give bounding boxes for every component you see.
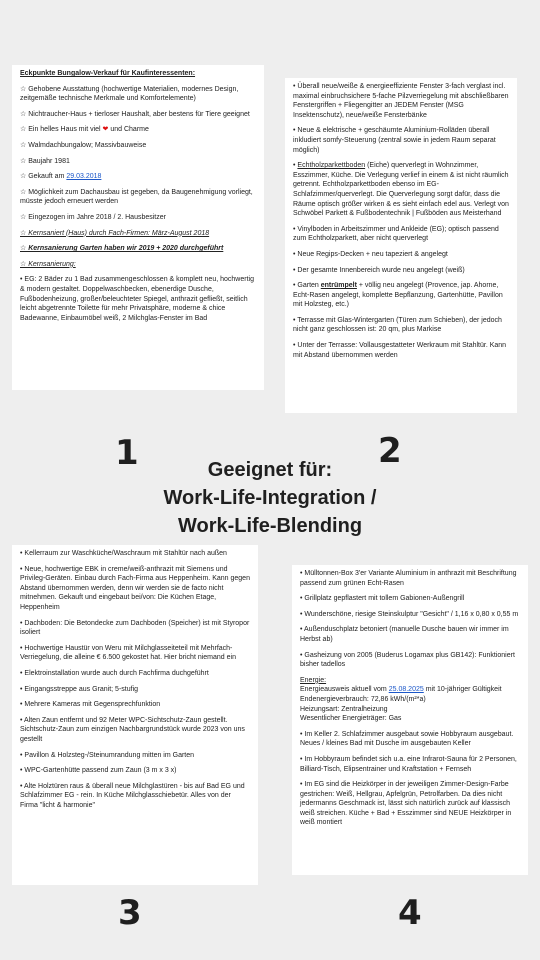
headline [130, 456, 410, 540]
headline-line: Geeignet für: [207, 459, 333, 481]
card3-item: • Eingangsstreppe aus Granit; 5-stufig [20, 685, 139, 693]
card1-item: ☆ Nichtraucher-Haus + tierloser Haushalt, aber bestens für Tiere geeignet [20, 110, 250, 118]
card4-item: • Mülltonnen-Box 3'er Variante Aluminium in anthrazit mit Beschriftung passend zum grünen Echt-Rasen [300, 570, 517, 587]
card4-item: • Wunderschöne, riesige Steinskulptur "Gesicht" / 1,16 x 0,80 x 0,55 m [300, 610, 519, 618]
energy-consumption: Endenergieverbrauch: 72,86 kWh/(m²*a) [300, 695, 426, 703]
headline-line: Work-Life-Integration / [163, 487, 377, 509]
card2-item: • Terrasse mit Glas-Wintergarten (Türen zum Schieben), der jedoch nicht ganz geschlossen ist: 20 qm, plus Markise [293, 316, 502, 334]
card1-item: ☆ Eingezogen im Jahre 2018 / 2. Hausbesitzer [20, 213, 166, 221]
card3-item: • Neue, hochwertige EBK in creme/weiß-anthrazit mit Siemens und Privileg-Geräten. Einbau durch Fach-Firma aus Heppenheim. Kann gegen Abstand übernommen werden, denn wir werden sie de facto nicht mitnehmen. Gekauft und eingebaut bei/von: Die Küchen Etage, Heppenheim [20, 565, 250, 611]
card1-item: ☆ Gehobene Ausstattung (hochwertige Materialien, modernes Design, zeitgemäße technische Merkmale und Komfortelemente) [20, 85, 239, 103]
date-link[interactable]: 29.03.2018 [66, 173, 102, 181]
card3-item: • Alte Holztüren raus & überall neue Milchglastüren - bis auf Bad EG und Schlafzimmer EG - rein. In Küche Milchglasschiebetür. Alles von der Firma "licht & harmonie" [20, 782, 245, 809]
card3-item: • Pavillon & Holzsteg-/Steinumrandung mitten im Garten [20, 751, 195, 759]
card2-text: + völlig neu angelegt (Provence, jap. Ahorne, Echt-Rasen angelegt, komplette Bepflanzung, Gartenhütte, Pavillon mit Holzsteg, etc.) [293, 282, 503, 309]
energy-label: Energie: [300, 676, 327, 684]
card2-bold: entrümpelt [320, 282, 357, 290]
card3-item: • Mehrere Kameras mit Gegensprechfunktion [20, 701, 161, 709]
card3-item: • Kellerraum zur Waschküche/Waschraum mit Stahltür nach außen [20, 550, 227, 557]
heart-icon: ❤ [102, 126, 109, 134]
card2-item: • Neue & elektrische + geschäumte Aluminium-Rolläden überall inkludiert somfy-Steuerung (zentral sowie in jedem Raum separat möglich) [293, 127, 496, 154]
energy-date-link[interactable]: 25.08.2025 [388, 686, 424, 694]
energy-carrier: Wesentlicher Energieträger: Gas [300, 715, 402, 723]
heating-type: Heizungsart: Zentralheizung [300, 705, 388, 713]
card2-item: • Der gesamte Innenbereich wurde neu angelegt (weiß) [293, 266, 465, 274]
card1-item: ☆ Kernsanierung Garten haben wir 2019 + 2020 durchgeführt [20, 245, 224, 253]
info-card-4 [292, 565, 528, 875]
card1-item [20, 125, 256, 135]
energy-text: Energieausweis aktuell vom [300, 686, 389, 694]
card4-item: • Grillplatz gepflastert mit tollem Gabionen-Außengrill [300, 595, 465, 603]
card1-item: ☆ Kernsanierung: [20, 260, 76, 268]
card4-item: • Im EG sind die Heizkörper in der jeweiligen Zimmer-Design-Farbe gestrichen: Weiß, Hellgrau, Apfelgrün, Petrolfarben. Da dies nicht jedermanns Geschmack ist, lässt sich natürlich zurück auf klassisch weiß streichen. Küche + Bad + Esszimmer sind NEUE Heizkörper in weiß montiert [300, 781, 512, 827]
card1-text: ☆ Ein helles Haus mit viel [20, 126, 103, 134]
card2-text: (Eiche) querverlegt in Wohnzimmer, Esszimmer, Küche. Die Verlegung verlief in einem & ist nicht räumlich getrennt. Echtholzparkettboden ebenso im EG-Schlafzimmer/querverlegt. Die Querverlegung sorgt dafür, dass die Räume optisch größer wirken & es sieht einfach edel aus. Verlegt von Schwöbel Parkett & Fußbodentechnik | Fußböden aus Meisterhand [293, 162, 509, 218]
card2-text: • Garten [293, 282, 321, 290]
card1-item: ☆ Möglichkeit zum Dachausbau ist gegeben, da Baugenehmigung vorliegt, müsste jedoch erneuert werden [20, 188, 253, 206]
card4-item: • Im Keller 2. Schlafzimmer ausgebaut sowie Hobbyraum ausgebaut. Neues / kleines Bad mit Dusche im ausgebauten Keller [300, 730, 514, 748]
page-number-3: 3 [118, 893, 142, 933]
page-number-4: 4 [398, 893, 422, 933]
card1-text: ☆ Gekauft am [20, 173, 67, 181]
card3-item: • Elektroinstallation wurde auch durch Fachfirma duchgeführt [20, 669, 209, 677]
card1-item [20, 172, 256, 182]
card4-item: • Außenduschplatz betoniert (manuelle Dusche bauen wir immer im Herbst ab) [300, 626, 509, 643]
card3-item: • Dachboden: Die Betondecke zum Dachboden (Speicher) ist mit Styropor isoliert [20, 619, 250, 637]
card3-item: • Hochwertige Haustür von Weru mit Milchglasseiteteil mit Mehrfach-Verriegelung, die alleine € 6.500 gekostet hat. Hier bricht niemand ein [20, 644, 236, 662]
headline-line: Work-Life-Blending [177, 515, 363, 537]
card2-item: • Vinylboden in Arbeitszimmer und Ankleide (EG); optisch passend zum Echtholzparkett, aber nicht querverlegt [293, 225, 499, 243]
parkett-label: Echtholzparkettboden [297, 162, 366, 170]
page-number-1: 1 [115, 433, 139, 473]
page-number-2: 2 [378, 431, 402, 471]
card3-item: • Alten Zaun entfernt und 92 Meter WPC-Sichtschutz-Zaun gestellt. Sichtschutz-Zaun zum einzigen Nachbargrundstück wurde 2023 von uns gestellt [20, 716, 245, 743]
info-card-1 [12, 65, 264, 390]
card1-text: und Charme [108, 126, 149, 134]
card3-item: • WPC-Gartenhütte passend zum Zaun (3 m x 3 x) [20, 767, 177, 775]
info-card-3 [12, 545, 258, 885]
card2-item: • Unter der Terrasse: Vollausgestatteter Werkraum mit Stahltür. Kann mit Abstand übernommen werden [293, 342, 507, 359]
card4-item: • Gasheizung von 2005 (Buderus Logamax plus GB142): Funktioniert bisher tadellos [300, 651, 515, 669]
card4-item: • Im Hobbyraum befindet sich u.a. eine Infrarot-Sauna für 2 Personen, Billiard-Tisch, Elipsentrainer und Kraftstation + Fernseh [300, 755, 517, 773]
card2-item [293, 281, 509, 310]
card2-item: • Überall neue/weiße & energieeffiziente Fenster 3-fach verglast incl. maximal einbruchsichere 5-fache Pilzverriegelung mit abschließbaren Fenstergriffen + Fliegengitter an JEDEM Fenster (MSG Insektenschutz), neue/weiße Fensterbänke [293, 83, 509, 119]
card2-item: • Echtholzparkettboden (Eiche) querverlegt in Wohnzimmer, Esszimmer, Küche. Die Verlegung verlief in einem & ist nicht räumlich getrennt. Echtholzparkettboden ebenso im EG-Schlafzimmer/querverlegt. Die Querverlegung sorgt dafür, dass die Räume optisch größer wirken & es sieht einfach edel aus. Verlegt von Schwöbel Parkett & Fußbodentechnik | Fußböden aus Meisterhand [293, 162, 509, 218]
card1-item: ☆ Walmdachbungalow; Massivbauweise [20, 141, 147, 149]
card1-item: ☆ Baujahr 1981 [20, 157, 70, 165]
energy-block [300, 676, 520, 724]
card1-item: • EG: 2 Bäder zu 1 Bad zusammengeschlossen & komplett neu, hochwertig & modern gestaltet. Doppelwaschbecken, ebenerdige Dusche, Fußbodenheizung, großer/beleuchteter Spiegel, anthrazit gefließt, seitlich leicht abgetrennte Toilette für mehr Privatsphäre, moderne & chice Badewanne, Einbaumöbel weiß, 2 Milchglas-Fenster im Bad [20, 276, 254, 322]
card2-item: • Neue Regips-Decken + neu tapeziert & angelegt [293, 250, 448, 258]
energy-text: mit 10-jähriger Gültigkeit [423, 686, 502, 694]
card1-item: ☆ Kernsaniert (Haus) durch Fach-Firmen: März-August 2018 [20, 229, 210, 237]
card1-heading: Eckpunkte Bungalow-Verkauf für Kaufinteressenten: [20, 70, 196, 77]
info-card-2 [285, 78, 517, 413]
